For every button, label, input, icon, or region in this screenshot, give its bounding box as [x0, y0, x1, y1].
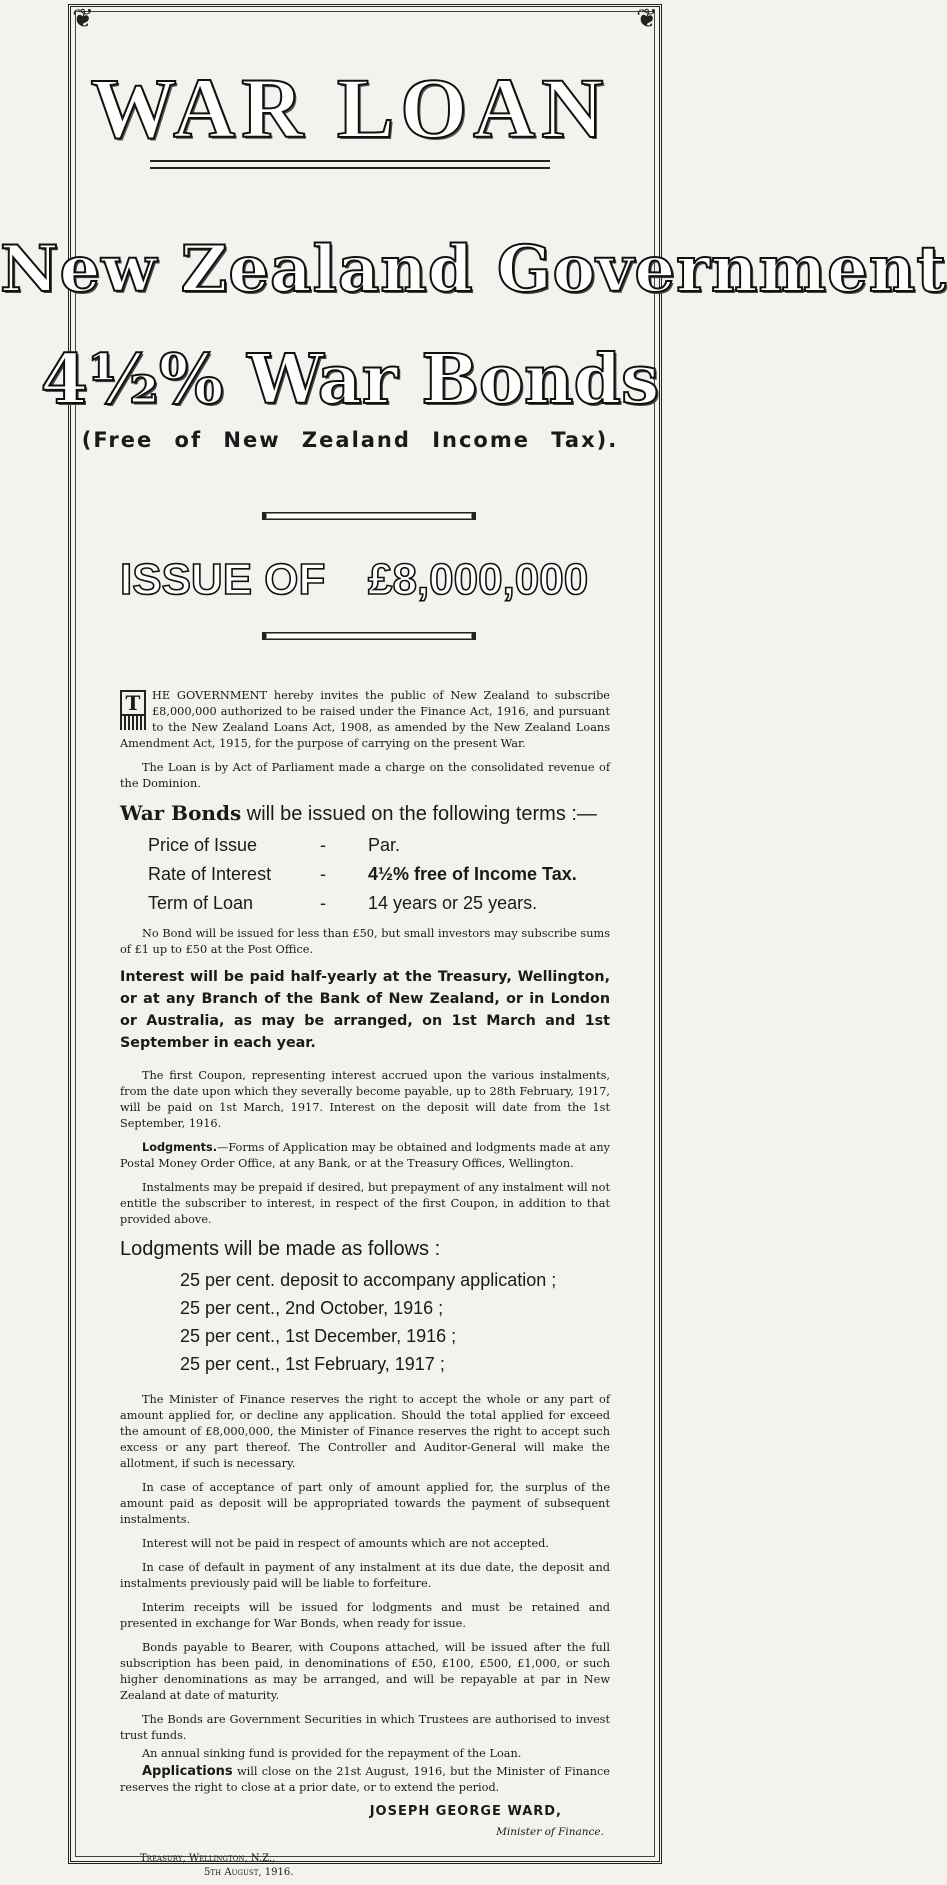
prepay-paragraph: Instalments may be prepaid if desired, but prepayment of any instalment will not entitle the subscriber to interest, in respect of the first Coupon, in addition to that provided above.: [120, 1181, 610, 1226]
terms-row: [148, 860, 610, 889]
title-rule: [150, 160, 550, 169]
interest-paragraph: Interest will be paid half-yearly at the Treasury, Wellington, or at any Branch of the Bank of New Zealand, or in London or Australia, as may be arranged, on 1st March and 1st September in each year.: [120, 969, 610, 1051]
applications-label: Applications: [142, 1764, 233, 1779]
footer-line: 5th August, 1916.: [204, 1867, 294, 1878]
term-label: Rate of Interest: [148, 864, 272, 884]
term-label: Term of Loan: [148, 893, 254, 913]
lodgments-text: —Forms of Application may be obtained and lodgments made at any Postal Money Order Office, at any Bank, or at the Treasury Offices, Wellington.: [120, 1141, 610, 1170]
clause-paragraph: Bonds payable to Bearer, with Coupons attached, will be issued after the full subscription has been paid, in denominations of £50, £100, £500, £1,000, or such higher denominations as may be arranged, and will be repayable at par in New Zealand at date of maturity.: [120, 1641, 610, 1702]
terms-heading-rest: will be issued on the following terms :—: [241, 803, 597, 825]
ornamental-bar: [262, 512, 476, 520]
ornamental-bar: [262, 632, 476, 640]
clause-paragraph: In case of default in payment of any instalment at its due date, the deposit and instalments previously paid will be liable to forfeiture.: [120, 1561, 610, 1590]
announcement-body: [120, 688, 610, 1880]
schedule-item: 25 per cent., 1st February, 1917 ;: [180, 1354, 445, 1374]
term-value: Par.: [368, 835, 401, 855]
page-title: WAR LOAN: [90, 60, 610, 156]
min-bond-paragraph: No Bond will be issued for less than £50, but small investors may subscribe sums of £1 up to £50 at the Post Office.: [120, 927, 610, 956]
term-dash: -: [320, 893, 326, 913]
term-label: Price of Issue: [148, 835, 258, 855]
clause-paragraph: The Minister of Finance reserves the right to accept the whole or any part of amount applied for, or decline any application. Should the total applied for exceed the amount of £8,000,000, the Minister of Finance reserves the right to accept such excess or any part thereof. The Controller and Auditor-General will make the allotment, if such is necessary.: [120, 1393, 610, 1470]
terms-heading: [120, 800, 610, 827]
lodgments-paragraph: [120, 1140, 610, 1172]
term-value: 14 years or 25 years.: [368, 893, 538, 913]
intro-lead: HE GOVERNMENT: [152, 689, 268, 702]
term-dash: -: [320, 864, 326, 884]
schedule-list: [180, 1266, 610, 1378]
issue-heading: [120, 555, 600, 605]
signature-name: JOSEPH GEORGE WARD,: [369, 1804, 562, 1819]
applications-paragraph: [120, 1764, 610, 1796]
bonds-heading: 4½% War Bonds: [40, 340, 660, 420]
dropcap-ornament: [120, 716, 146, 730]
applications-text: will close on the 21st August, 1916, but the Minister of Finance reserves the right to close at a prior date, or to extend the period.: [120, 1765, 610, 1794]
term-value: 4½% free of Income Tax.: [368, 864, 577, 884]
clause-paragraph: Interest will not be paid in respect of amounts which are not accepted.: [142, 1537, 549, 1550]
clause-paragraph: In case of acceptance of part only of amount applied for, the surplus of the amount paid as deposit will be appropriated towards the payment of subsequent instalments.: [120, 1481, 610, 1526]
schedule-item: 25 per cent., 2nd October, 1916 ;: [180, 1298, 444, 1318]
schedule-item: 25 per cent. deposit to accompany application ;: [180, 1270, 557, 1290]
intro-text: hereby invites the public of New Zealand to subscribe £8,000,000 authorized to be raised under the Finance Act, 1916, and pursuant to the New Zealand Loans Act, 1908, as amended by the New Zealand Loans Amendment Act, 1915, for the purpose of carrying on the present War.: [120, 689, 610, 750]
tax-note: (Free of New Zealand Income Tax).: [81, 428, 619, 452]
clause-paragraph: Interim receipts will be issued for lodgments and must be retained and presented in exchange for War Bonds, when ready for issue.: [120, 1601, 610, 1630]
coupon-paragraph: The first Coupon, representing interest accrued upon the various instalments, from the date upon which they severally become payable, up to 28th February, 1917, will be paid on 1st March, 1917. Interest on the deposit will date from the 1st September, 1916.: [120, 1069, 610, 1130]
signature-title: Minister of Finance.: [496, 1826, 604, 1838]
intro-paragraph: [120, 688, 610, 752]
terms-table: [148, 831, 610, 918]
terms-row: [148, 831, 610, 860]
footer-line: Treasury, Wellington, N.Z.,: [140, 1853, 276, 1864]
charge-paragraph: The Loan is by Act of Parliament made a charge on the consolidated revenue of the Dominion.: [120, 761, 610, 790]
corner-ornament-icon: ❦: [636, 4, 658, 34]
clause-paragraph: The Bonds are Government Securities in which Trustees are authorised to invest trust funds.: [120, 1713, 610, 1742]
corner-ornament-icon: ❦: [72, 4, 94, 34]
terms-heading-bold: War Bonds: [120, 801, 242, 825]
government-heading: New Zealand Government: [0, 232, 947, 307]
clause-paragraph: An annual sinking fund is provided for the repayment of the Loan.: [142, 1747, 522, 1760]
treasury-footer: [140, 1852, 610, 1880]
schedule-item: 25 per cent., 1st December, 1916 ;: [180, 1326, 457, 1346]
lodgments-label: Lodgments.: [142, 1141, 218, 1154]
term-dash: -: [320, 835, 326, 855]
dropcap: T: [120, 690, 146, 716]
schedule-heading: Lodgments will be made as follows :: [120, 1238, 441, 1260]
issue-amount: £8,000,000: [368, 555, 589, 604]
terms-row: [148, 889, 610, 918]
issue-label: ISSUE OF: [120, 555, 326, 604]
